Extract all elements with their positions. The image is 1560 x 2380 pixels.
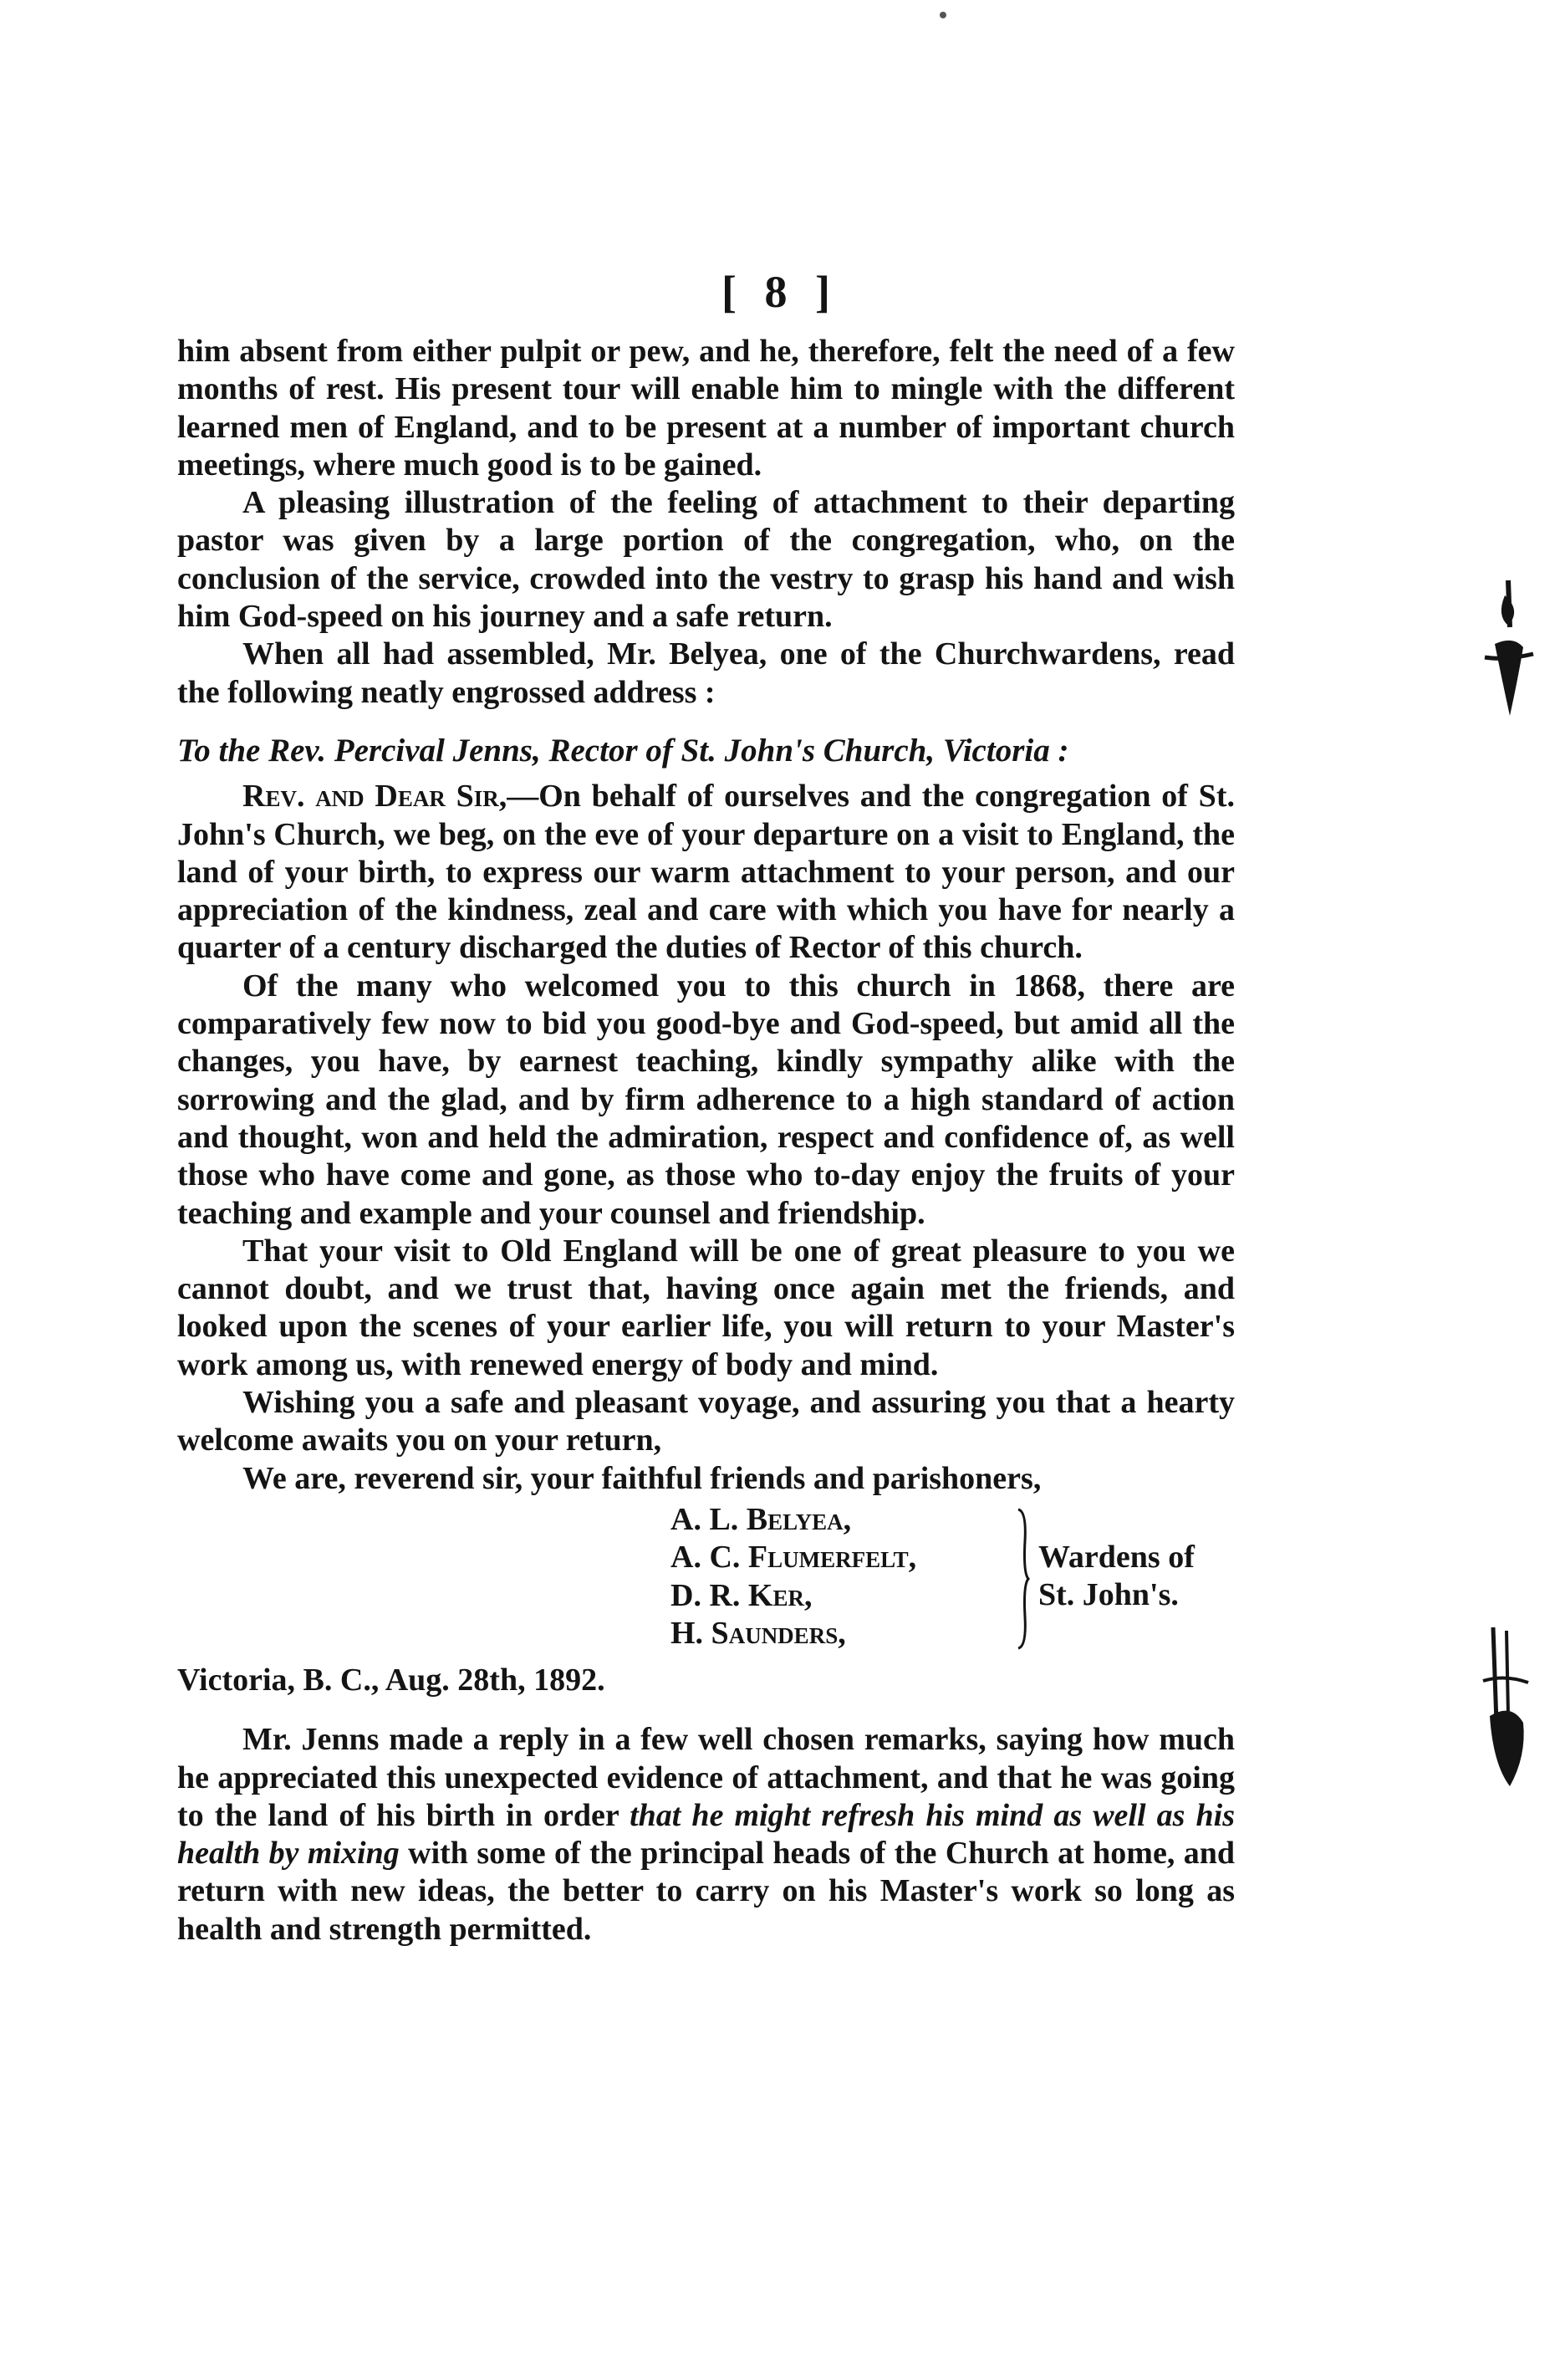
top-speck xyxy=(940,12,946,18)
wardens-line-2: St. John's. xyxy=(1038,1577,1179,1613)
page-number: [ 8 ] xyxy=(721,267,839,317)
paragraph-assembled: When all had assembled, Mr. Belyea, one of the Churchwardens, read the following neatly engrossed address : xyxy=(177,636,1235,710)
signer: A. L. Belyea, xyxy=(670,1501,852,1537)
reply-paragraph xyxy=(177,1721,1235,1948)
wardens-label xyxy=(1038,1539,1195,1615)
signature-block xyxy=(177,1501,1235,1660)
dateline: Victoria, B. C., Aug. 28th, 1892. xyxy=(177,1662,605,1698)
signer: H. Saunders, xyxy=(670,1615,846,1651)
signer: D. R. Ker, xyxy=(670,1577,813,1613)
address-paragraph-3: That your visit to Old England will be one of great pleasure to you we cannot doubt, and we trust that, having once again met the friends, and looked upon the scenes of your earlier life, you will return to your Master's work among us, with renewed energy of body and mind. xyxy=(177,1233,1235,1382)
paragraph-illustration: A pleasing illustration of the feeling of attachment to their departing pastor was given by a large portion of the congregation, who, on the conclusion of the service, crowded into the vestry to grasp his hand and wish him God-speed on his journey and a safe return. xyxy=(177,485,1235,635)
salutation: Rev. and Dear Sir, xyxy=(242,779,507,815)
address-paragraph-1 xyxy=(177,778,1235,967)
text-column xyxy=(177,333,1235,1948)
paragraph-continuation: him absent from either pulpit or pew, and he, therefore, felt the need of a few months of rest. His present tour will enable him to mingle with the different learned men of England, and to be present at a number of important church meetings, where much good is to be gained. xyxy=(177,334,1235,483)
address-paragraph-2: Of the many who welcomed you to this church in 1868, there are comparatively few now to bid you good-bye and God-speed, but amid all the changes, you have, by earnest teaching, kindly sympathy alike with the sorrowing and the glad, and by firm adherence to a high standard of action and thought, won and held the admiration, respect and confidence of, as well those who have come and gone, as those who to-day enjoy the fruits of your teaching and example and your counsel and friendship. xyxy=(177,968,1235,1231)
reply-text-1: Mr. Jenns made a reply in a few well chosen remarks, saying how much he appreciated this unexpected evidence of attachment, and that he was going to the land of his birth in order xyxy=(177,1722,1235,1833)
address-paragraph-1-text: —On behalf of ourselves and the congregation of St. John's Church, we beg, on the eve of your departure on a visit to England, the land of your birth, to express our warm attachment to your person, and our appreciation of the kindness, zeal and care with which you have for nearly a quarter of a century discharged the duties of Rector of this church. xyxy=(177,779,1235,966)
address-heading: To the Rev. Percival Jenns, Rector of St. John's Church, Victoria : xyxy=(177,732,1069,769)
margin-ornament-icon xyxy=(1471,577,1547,719)
brace-icon xyxy=(1015,1508,1030,1650)
reply-text-italic: that he might refresh his mind as well as his health by mixing xyxy=(177,1797,1235,1872)
margin-ornament-icon xyxy=(1468,1622,1543,1790)
address-paragraph-4: Wishing you a safe and pleasant voyage, and assuring you that a hearty welcome awaits you on your return, xyxy=(177,1385,1235,1458)
signer-list xyxy=(670,1501,916,1652)
address-closing: We are, reverend sir, your faithful friends and parishoners, xyxy=(242,1460,1042,1496)
reply-text-2: with some of the principal heads of the Church at home, and return with new ideas, the better to carry on his Master's work so long as health and strength permitted. xyxy=(177,1836,1235,1947)
wardens-line-1: Wardens of xyxy=(1038,1539,1195,1575)
signer: A. C. Flumerfelt, xyxy=(670,1540,917,1576)
